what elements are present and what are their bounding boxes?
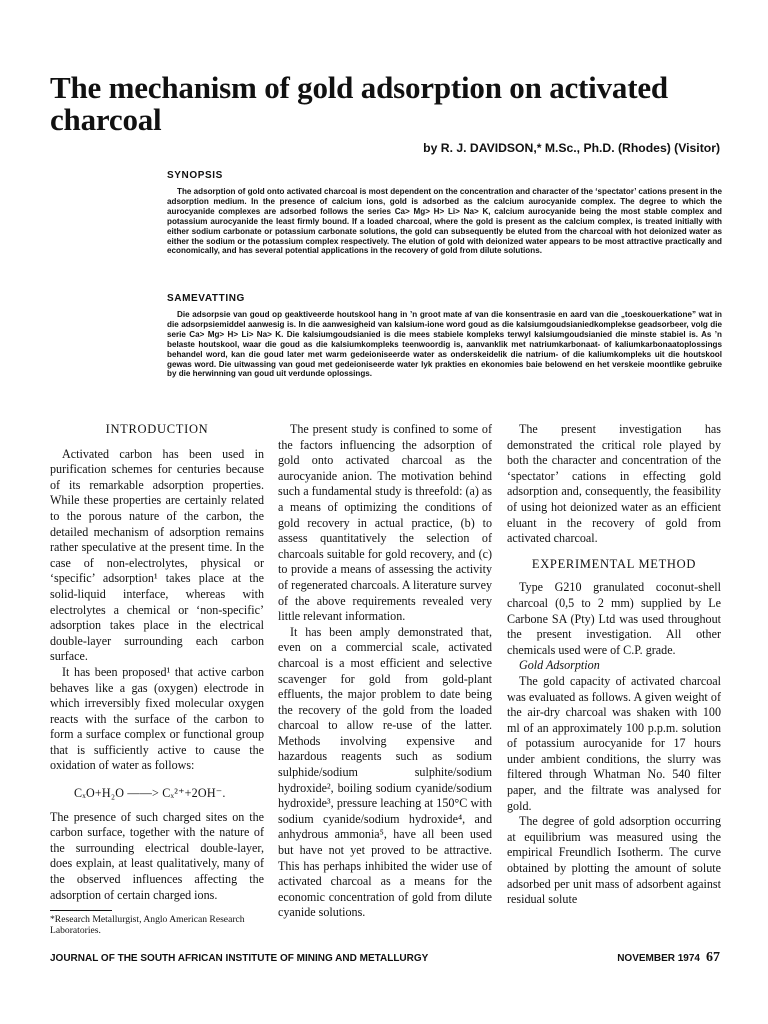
intro-paragraph-4: The present study is confined to some of the factors influencing the adsorption of gold onto activated charcoal as the aurocyanide anion. The motivation behind such a fundamental study is threefold: (a) as a means of optimizing the conditions of gold recovery in actual practice, (b) to assess quantitatively the selection of charcoals suitable for gold recovery, and (c) to provide a means of assessing the activity of regenerated charcoals. A literature survey of the above requirements revealed very little relevant information.	[278, 422, 492, 624]
synopsis-heading: SYNOPSIS	[167, 170, 223, 181]
experimental-paragraph-2: The gold capacity of activated charcoal was evaluated as follows. A given weight of the air-dry charcoal was shaken with 100 ml of an approximately 100 p.p.m. solution of potassium aurocyanide for 17 hours under ambient conditions, the slurry was filtered through Whatman No. 540 filter paper, and the filtrate was analysed for gold.	[507, 673, 721, 813]
synopsis-section	[167, 170, 722, 256]
experimental-paragraph-1: Type G210 granulated coconut-shell charcoal (0,5 to 2 mm) supplied by Le Carbone SA (Pty) Ltd was used throughout the present investigation. All other chemicals used were of C.P. grade.	[507, 580, 721, 657]
footer-right	[617, 950, 720, 966]
samevatting-text: Die adsorpsie van goud op geaktiveerde houtskool hang in ’n groot mate af van die konsentrasie en aard van die „toeskouerkatione” wat in die adsorpsiemiddel aanwesig is. In die aanwesigheid van kalsium-ione word goud as die kalsiumgoudsianiedkomplekse geadsorbeer, volg die serie Ca> Mg> H> Li> Na> K. Die kalsiumgoudsianied is die mees stabiele kompleks terwyl kalsiumgoudsianied die minste stabiel is. As ’n belaste houtskool, waar die goud as die kalsiumkompleks teenwoordig is, aanvanklik met natriumkarbonaat- of kaliumkarbonaatoplossings behandel word, kan die goud later met warm gedeioniseerde water as onderskeidelik die natrium- of die kaliumkompleks uit die houtskool gewas word. Die uitwassing van goud met gedeioniseerde water lyk prakties en ekonomies baie belowend en het verskeie moontlike gebruike by die herwinning van goud uit verdunde oplossings.	[167, 310, 722, 379]
introduction-heading: INTRODUCTION	[105, 422, 209, 436]
journal-name: JOURNAL OF THE SOUTH AFRICAN INSTITUTE OF MINING AND METALLURGY	[50, 953, 429, 964]
footnote-divider	[50, 910, 112, 911]
page-footer	[50, 950, 720, 966]
column-2	[278, 422, 492, 921]
author-footnote: *Research Metallurgist, Anglo American Research Laboratories.	[50, 914, 245, 936]
column-1	[50, 422, 264, 903]
intro-paragraph-1: Activated carbon has been used in purification schemes for centuries because of its remarkable adsorption properties. While these properties are certainly related to the porous nature of the carbon, the detailed mechanism of adsorption remains rather speculative at the present time. In the case of non-electrolytes, physical or ‘specific’ adsorption¹ takes place at the solid-liquid interface, whereas with electrolytes a chemical or ‘non-specific’ adsorption takes place in the electrical double-layer surrounding each carbon surface.	[50, 446, 264, 664]
experimental-heading: EXPERIMENTAL METHOD	[531, 556, 697, 571]
intro-paragraph-2: It has been proposed¹ that active carbon behaves like a gas (oxygen) electrode in which irreversibly fixed molecular oxygen reacts with the surface of the carbon to form a surface complex or functional group that is sufficiently active to cause the oxidation of water as follows:	[50, 664, 264, 773]
intro-paragraph-3: The presence of such charged sites on the carbon surface, together with the nature of the surrounding electrical double-layer, does explain, at least qualitatively, many of the observed influences affecting the adsorption of certain charged ions.	[50, 809, 264, 902]
samevatting-section	[167, 293, 722, 379]
column-3	[507, 422, 721, 908]
intro-paragraph-5: It has been amply demonstrated that, even on a commercial scale, activated charcoal is a most efficient and selective scavenger for gold from gold-plant effluents, the major problem to date being the recovery of the gold from the loaded charcoal to allow re-use of the latter. Methods involving expensive and hazardous reagents such as sodium sulphide/sodium sulphite/sodium hydroxide², boiling sodium cyanide/sodium hydroxide³, pressure leaching at 150°C with sodium cyanide/sodium hydroxide⁴, and anhydrous ammonia⁵, have all been used but have not yet proved to be attractive. This has perhaps inhibited the wider use of activated charcoal as a means for the economic concentration of gold from dilute cyanide solutions.	[278, 624, 492, 920]
issue-date: NOVEMBER 1974	[617, 953, 700, 964]
author-byline: by R. J. DAVIDSON,* M.Sc., Ph.D. (Rhodes) (Visitor)	[423, 141, 720, 155]
oxidation-equation: CₓO+H₂O ——> Cₓ²⁺+2OH⁻.	[74, 786, 226, 801]
intro-paragraph-6: The present investigation has demonstrated the critical role played by both the character and concentration of the ‘spectator’ cations in effecting gold adsorption and, consequently, the feasibility of using hot deionized water as an efficient eluant in the recovery of gold from activated charcoal.	[507, 422, 721, 546]
samevatting-heading: SAMEVATTING	[167, 293, 245, 304]
article-title: The mechanism of gold adsorption on activated charcoal	[50, 70, 668, 137]
gold-adsorption-subhead: Gold Adsorption	[519, 658, 600, 673]
synopsis-text: The adsorption of gold onto activated charcoal is most dependent on the concentration and character of the ‘spectator’ cations present in the adsorption medium. In the presence of calcium ions, gold is adsorbed as the calcium aurocyanide complex. The degree to which the aurocyanide complexes are adsorbed follows the series Ca> Mg> H> Li> Na> K, calcium aurocyanide being the most stable complex and potassium aurocyanide the least firmly bound. If a loaded charcoal, where the gold is present as the calcium complex, is treated initially with either sodium carbonate or potassium carbonate solutions, the gold can subsequently be eluted from the charcoal with hot deionized water as either the sodium or the potassium complex respectively. The elution of gold with deionized water appears to be most attractive practically and economically, and has several potential applications in the recovery of gold from dilute solutions.	[167, 187, 722, 256]
experimental-paragraph-3: The degree of gold adsorption occurring at equilibrium was measured using the empirical Freundlich Isotherm. The curve obtained by plotting the amount of solute adsorbed per unit mass of adsorbent against residual solute	[507, 814, 721, 907]
page-number: 67	[706, 950, 720, 965]
